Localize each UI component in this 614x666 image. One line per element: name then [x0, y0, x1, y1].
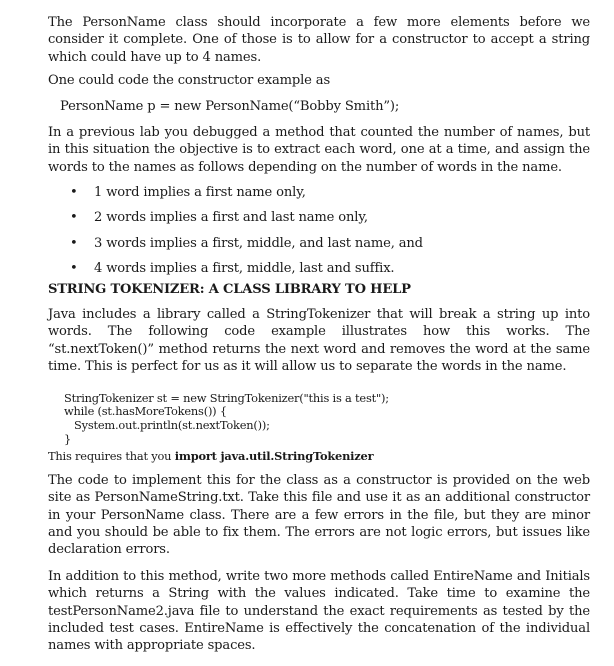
import-note-prefix: This requires that you [48, 449, 175, 463]
bullet-item [48, 180, 568, 205]
bullet-icon: • [70, 235, 78, 251]
implement-paragraph: The code to implement this for the class as a constructor is provided on the web site as PersonNameString.txt. Take this file and use it as an additional constructor in your PersonName class. There are a few errors in the file, but they are minor and you should be able to fix them. The errors are not logic errors, but issues like declaration errors. [48, 473, 590, 558]
code-line-2: while (st.hasMoreTokens()) { [64, 404, 227, 418]
section-heading: STRING TOKENIZER: A CLASS LIBRARY TO HELP [48, 282, 411, 297]
bullet-text: 1 word implies a first name only, [94, 185, 306, 200]
intro-paragraph: The PersonName class should incorporate a few more elements before we consider it complete. One of those is to allow for a constructor to accept a string which could have up to 4 names. [48, 15, 590, 65]
bullet-item [48, 231, 568, 256]
constructor-lead-paragraph: One could code the constructor example as [48, 73, 331, 88]
bullet-text: 2 words implies a first and last name only, [94, 210, 368, 226]
bullet-item [48, 256, 568, 281]
bullet-icon: • [70, 185, 78, 200]
bullet-icon: • [70, 210, 78, 226]
constructor-code-line: PersonName p = new PersonName(“Bobby Smith”); [60, 99, 400, 114]
methods-paragraph: In addition to this method, write two more methods called EntireName and Initials which returns a String with the values indicated. Take time to examine the testPersonName2.java file to understand the exact requirements as tested by the included test cases. EntireName is effectively the concatenation of the individual names with appropriate spaces. [48, 569, 590, 654]
import-note-bold: import java.util.StringTokenizer [174, 449, 374, 463]
bullet-text: 4 words implies a first, middle, last and suffix. [94, 260, 395, 276]
previous-lab-paragraph: In a previous lab you debugged a method that counted the number of names, but in this situation the objective is to extract each word, one at a time, and assign the words to the names as follows depending on the number of words in the name. [48, 125, 590, 175]
import-note [48, 449, 373, 463]
code-line-4: } [64, 432, 72, 446]
bullet-text: 3 words implies a first, middle, and last name, and [94, 235, 423, 251]
tokenizer-paragraph: Java includes a library called a StringTokenizer that will break a string up into words. The following code example illustrates how this works. The “st.nextToken()” method returns the next word and removes the word at the same time. This is perfect for us as it will allow us to separate the words in the name. [48, 307, 590, 374]
bullet-item [48, 205, 568, 230]
code-line-3 [64, 419, 270, 433]
word-count-bullet-list [48, 180, 568, 281]
code-line-3-text: System.out.println(st.nextToken()); [74, 418, 270, 432]
bullet-icon: • [70, 260, 78, 276]
code-line-1: StringTokenizer st = new StringTokenizer("this is a test"); [64, 391, 389, 405]
